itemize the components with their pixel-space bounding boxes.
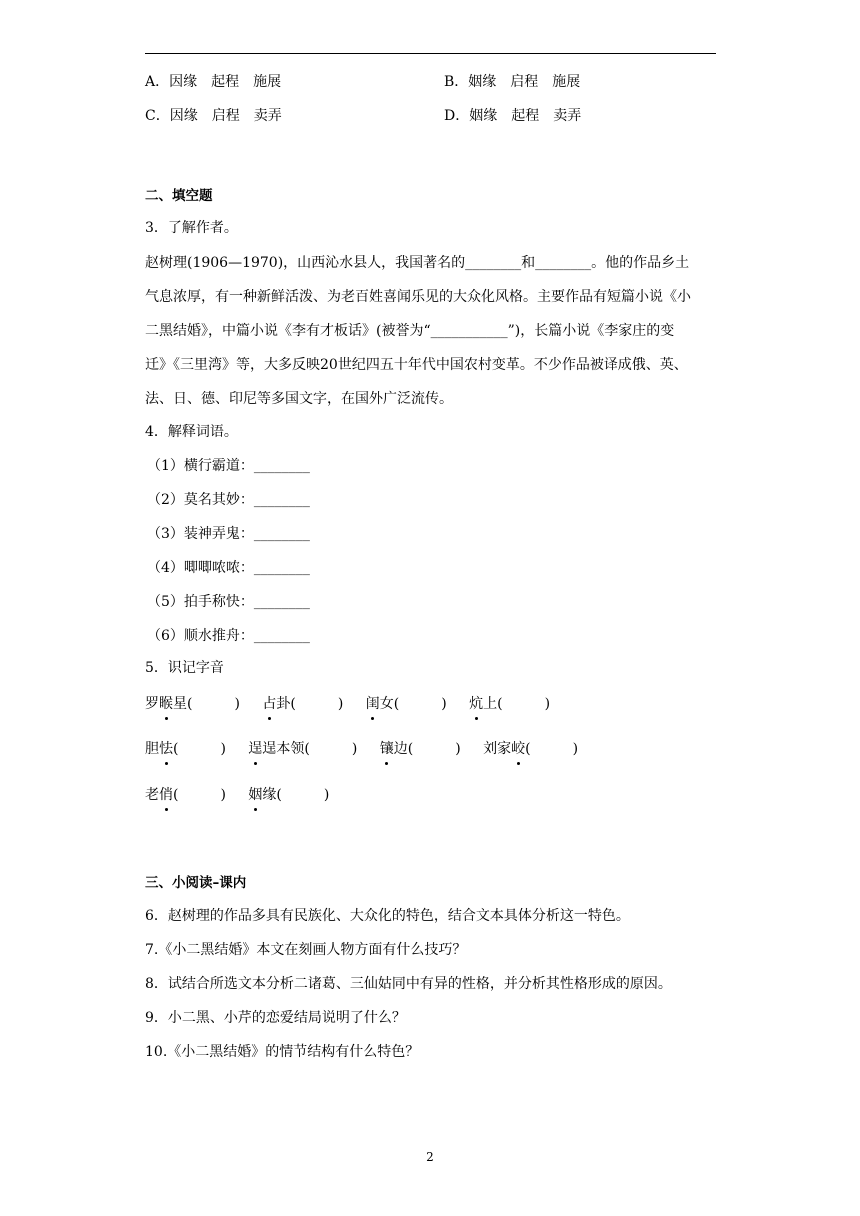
q4-item: （3）装神弄鬼：________	[147, 526, 310, 542]
dotted-char: 镶	[379, 741, 394, 757]
dotted-char: 俏	[159, 787, 173, 803]
option-b: B．姻缘 启程 施展	[444, 74, 581, 90]
question-8: 8．试结合所选文本分析二诸葛、三仙姑同中有异的性格，并分析其性格形成的原因。	[145, 976, 672, 992]
q4-item: （1）横行霸道：________	[147, 458, 310, 474]
pinyin-item: 炕上( )	[469, 696, 551, 712]
q4-item: （4）唧唧哝哝：________	[147, 560, 310, 576]
q4-item: （5）拍手称快：________	[147, 594, 310, 610]
dotted-char: 峧	[511, 741, 526, 757]
paragraph-line: 赵树理(1906—1970)，山西沁水县人，我国著名的________和________。他的作品乡土	[145, 255, 690, 271]
paragraph-line: 迁》《三里湾》等，大多反映20世纪四五十年代中国农村变革。不少作品被译成俄、英、	[145, 357, 688, 373]
dotted-char: 逞	[248, 741, 263, 757]
option-a: A．因缘 起程 施展	[145, 74, 282, 90]
dotted-char: 占	[262, 696, 277, 712]
dotted-char: 怯	[159, 741, 173, 757]
page-number: 2	[426, 1150, 434, 1164]
option-d: D．姻缘 起程 卖弄	[444, 108, 582, 124]
header-rule	[145, 53, 716, 54]
question-5: 5．识记字音	[145, 660, 224, 676]
pinyin-item: 闺女( )	[365, 696, 447, 712]
q4-item: （2）莫名其妙：________	[147, 492, 310, 508]
question-3-paragraph	[145, 246, 717, 416]
pinyin-row-2	[145, 739, 596, 759]
paragraph-line: 法、日、德、印尼等多国文字，在国外广泛流传。	[145, 391, 453, 407]
question-6: 6．赵树理的作品多具有民族化、大众化的特色，结合文本具体分析这一特色。	[145, 908, 630, 924]
dotted-char: 睺	[159, 696, 173, 712]
question-9: 9．小二黑、小芹的恋爱结局说明了什么？	[145, 1010, 406, 1026]
pinyin-item: 镶边( )	[379, 741, 461, 757]
pinyin-item: 逞逞本领( )	[248, 741, 358, 757]
option-c: C．因缘 启程 卖弄	[145, 108, 282, 124]
paragraph-line: 二黑结婚》，中篇小说《李有才板话》(被誉为“___________”)，长篇小说《李家庄的变	[145, 323, 675, 339]
pinyin-item: 刘家峧( )	[483, 741, 579, 757]
dotted-char: 姻	[248, 787, 263, 803]
pinyin-item: 占卦( )	[262, 696, 344, 712]
pinyin-item: 姻缘( )	[248, 787, 330, 803]
pinyin-row-1	[145, 694, 568, 714]
question-4: 4．解释词语。	[145, 424, 238, 440]
question-10: 10.《小二黑结婚》的情节结构有什么特色？	[145, 1044, 420, 1060]
dotted-char: 闺	[365, 696, 380, 712]
pinyin-item: 胆怯( )	[145, 741, 226, 757]
q4-item: （6）顺水推舟：________	[147, 628, 310, 644]
section-heading-fill-in: 二、填空题	[145, 188, 213, 204]
pinyin-row-3	[145, 785, 347, 805]
pinyin-item: 罗睺星( )	[145, 696, 240, 712]
dotted-char: 炕	[469, 696, 484, 712]
pinyin-item: 老俏( )	[145, 787, 226, 803]
question-3: 3．了解作者。	[145, 220, 238, 236]
question-7: 7.《小二黑结婚》本文在刻画人物方面有什么技巧？	[145, 942, 467, 958]
section-heading-reading: 三、小阅读–课内	[145, 875, 247, 891]
paragraph-line: 气息浓厚，有一种新鲜活泼、为老百姓喜闻乐见的大众化风格。主要作品有短篇小说《小	[145, 289, 691, 305]
